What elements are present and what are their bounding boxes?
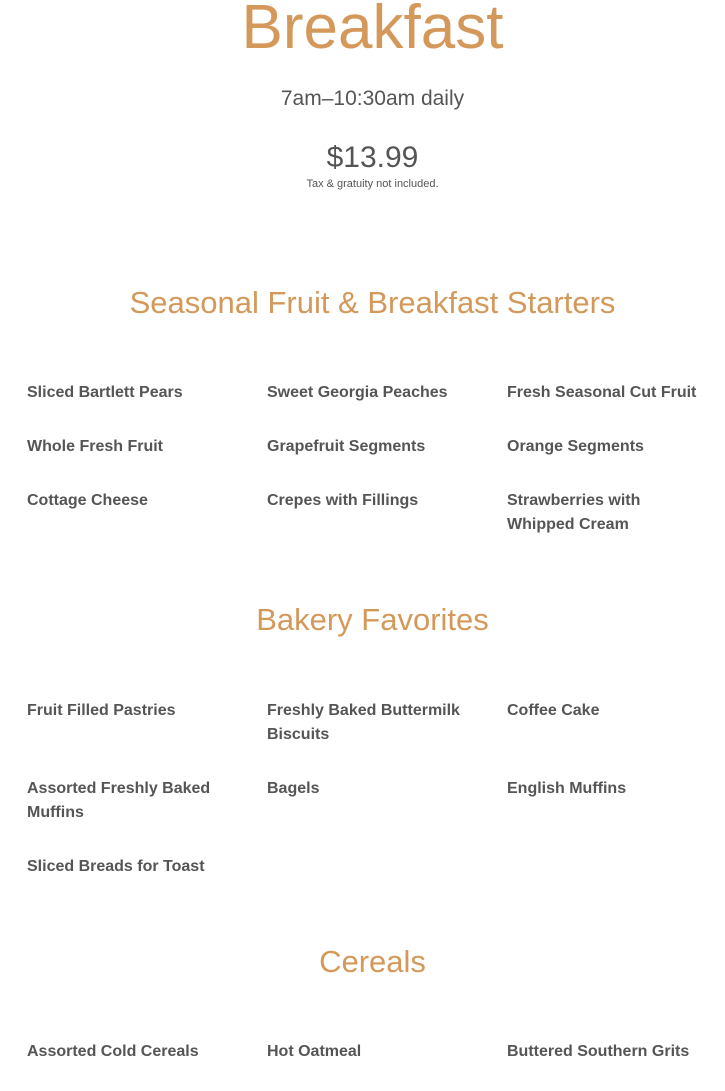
menu-item: Grapefruit Segments [267,438,426,455]
menu-item: Sweet Georgia Peaches [267,384,448,401]
menu-item: Bagels [267,780,320,797]
service-hours: 7am–10:30am daily [280,87,465,110]
menu-item: Orange Segments [507,438,644,455]
menu-item: Assorted Cold Cereals [27,1043,199,1060]
menu-item: Crepes with Fillings [267,492,419,509]
menu-item: Fruit Filled Pastries [27,702,176,719]
menu-item: Coffee Cake [507,702,600,719]
menu-item: Sliced Bartlett Pears [27,384,183,401]
menu-item: Fresh Seasonal Cut Fruit [507,384,697,401]
menu-item: Strawberries with Whipped Cream [507,492,641,533]
section-title-bakery-favorites: Bakery Favorites [256,602,489,637]
menu-item: Buttered Southern Grits [507,1043,690,1060]
menu-item: Hot Oatmeal [267,1043,362,1060]
page-title: Breakfast [241,0,504,62]
menu-item: Freshly Baked Buttermilk Biscuits [267,702,460,743]
menu-item: English Muffins [507,780,627,797]
menu-item: Cottage Cheese [27,492,148,509]
menu-item: Assorted Freshly Baked Muffins [27,780,211,821]
price-note: Tax & gratuity not included. [306,178,439,190]
section-title-fruit-starters: Seasonal Fruit & Breakfast Starters [129,285,616,320]
price: $13.99 [326,141,419,174]
menu-item: Whole Fresh Fruit [27,438,163,455]
menu-item: Sliced Breads for Toast [27,858,205,875]
section-title-cereals: Cereals [319,944,426,979]
